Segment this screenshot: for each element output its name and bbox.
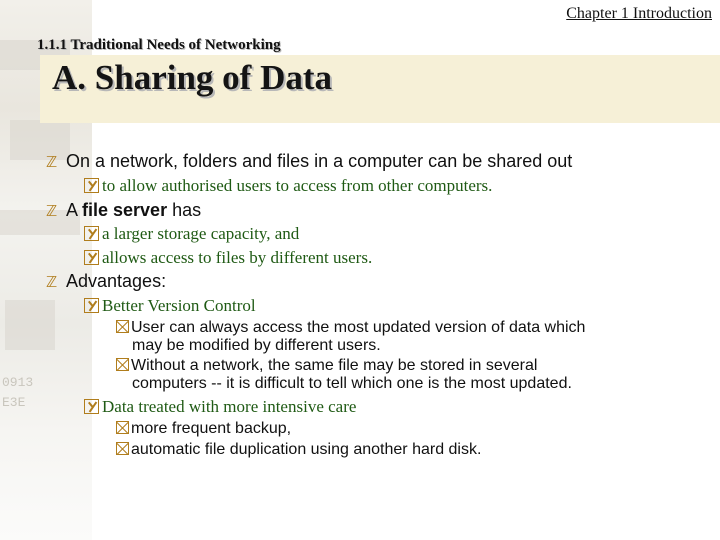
list-item: allows access to files by different users.	[84, 248, 372, 268]
check-box-icon	[84, 178, 99, 193]
x-box-icon	[116, 442, 129, 455]
z-bullet-icon: ℤ	[46, 153, 58, 171]
z-bullet-icon: ℤ	[46, 273, 58, 291]
list-item: automatic file duplication using another hard disk.	[116, 441, 481, 459]
z-bullet-icon: ℤ	[46, 202, 58, 220]
background-photo: 0913 E3E	[0, 0, 92, 540]
list-item: a larger storage capacity, and	[84, 224, 299, 244]
check-box-icon	[84, 298, 99, 313]
list-item: User can always access the most updated version of data which may be modified by different users.	[116, 319, 585, 355]
list-item: to allow authorised users to access from other computers.	[84, 176, 492, 196]
list-item: ℤ Advantages:	[46, 271, 167, 291]
list-item: more frequent backup,	[116, 420, 291, 438]
list-item: Better Version Control	[84, 296, 256, 316]
check-box-icon	[84, 250, 99, 265]
check-box-icon	[84, 226, 99, 241]
x-box-icon	[116, 421, 129, 434]
check-box-icon	[84, 399, 99, 414]
list-item: ℤ On a network, folders and files in a computer can be shared out	[46, 151, 573, 171]
x-box-icon	[116, 358, 129, 371]
list-item: ℤ A file server has	[46, 200, 202, 220]
list-item: Without a network, the same file may be stored in several computers -- it is difficult to tell which one is the most updated.	[116, 357, 572, 393]
chapter-link[interactable]: Chapter 1 Introduction	[566, 5, 712, 22]
section-heading: 1.1.1 Traditional Needs of Networking	[37, 37, 281, 53]
x-box-icon	[116, 320, 129, 333]
list-item: Data treated with more intensive care	[84, 397, 356, 417]
slide-title: A. Sharing of Data	[52, 58, 333, 97]
